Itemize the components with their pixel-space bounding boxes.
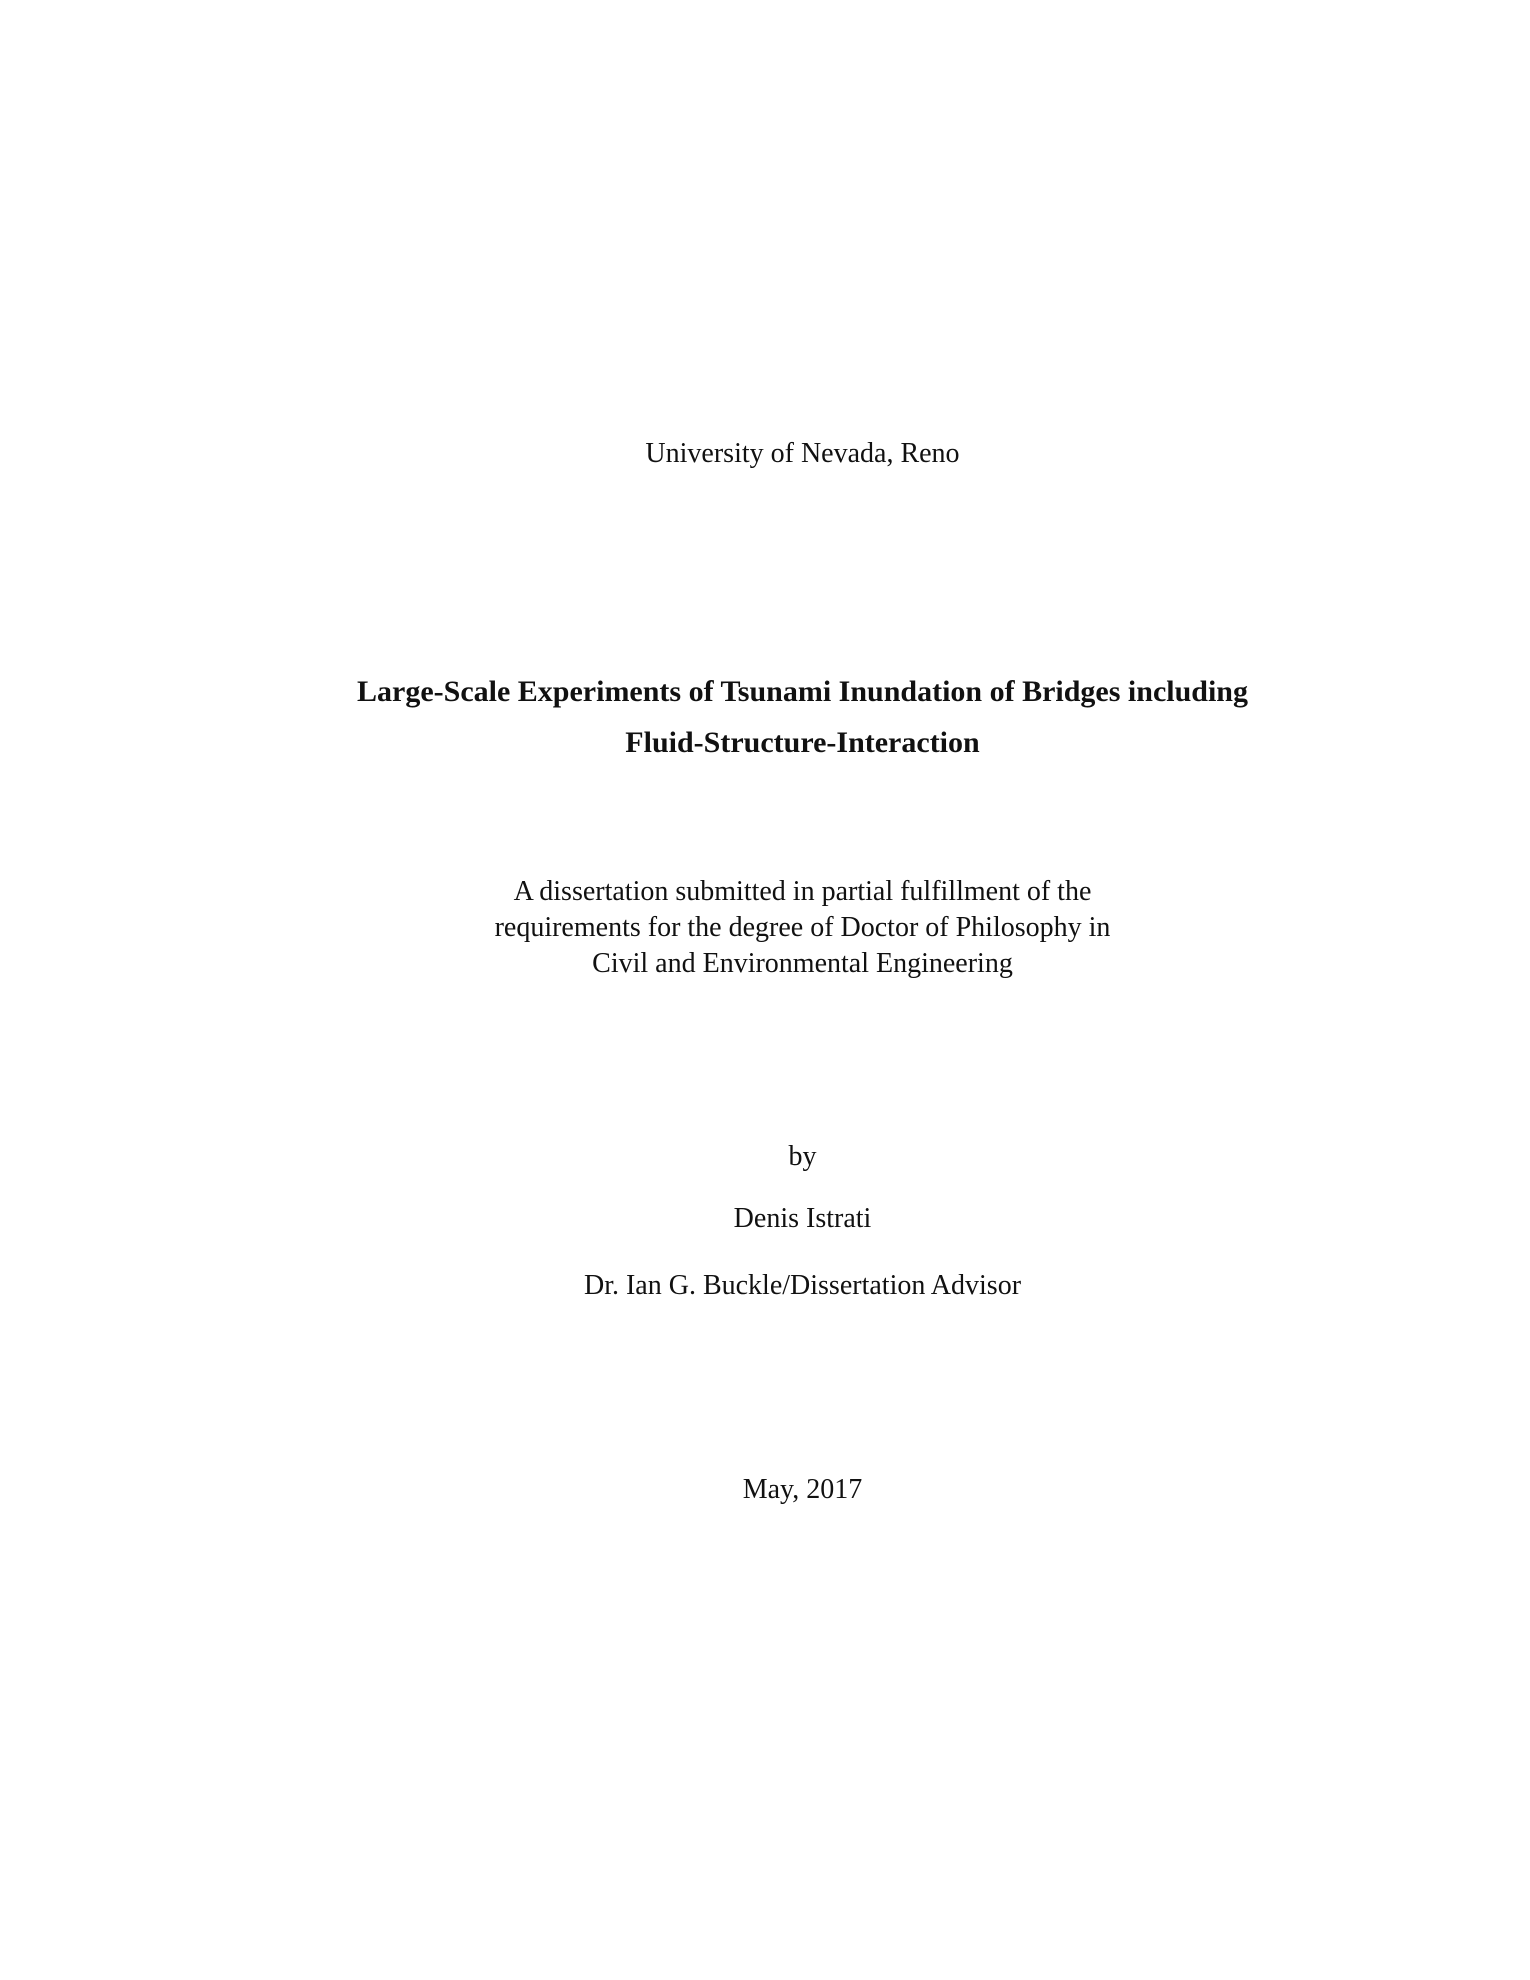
advisor-name: Dr. Ian G. Buckle/Dissertation Advisor (583, 1270, 1022, 1301)
university-name: University of Nevada, Reno (645, 438, 960, 469)
dissertation-title-line-2: Fluid-Structure-Interaction (625, 726, 980, 759)
submission-statement-line-2: requirements for the degree of Doctor of Philosophy in (494, 912, 1111, 943)
submission-statement-line-3: Civil and Environmental Engineering (592, 948, 1013, 979)
submission-statement-line-1: A dissertation submitted in partial fulfillment of the (513, 876, 1092, 907)
dissertation-title-line-1: Large-Scale Experiments of Tsunami Inundation of Bridges including (357, 675, 1248, 708)
submission-date: May, 2017 (742, 1474, 863, 1505)
author-name: Denis Istrati (733, 1203, 872, 1234)
by-label: by (788, 1141, 817, 1172)
